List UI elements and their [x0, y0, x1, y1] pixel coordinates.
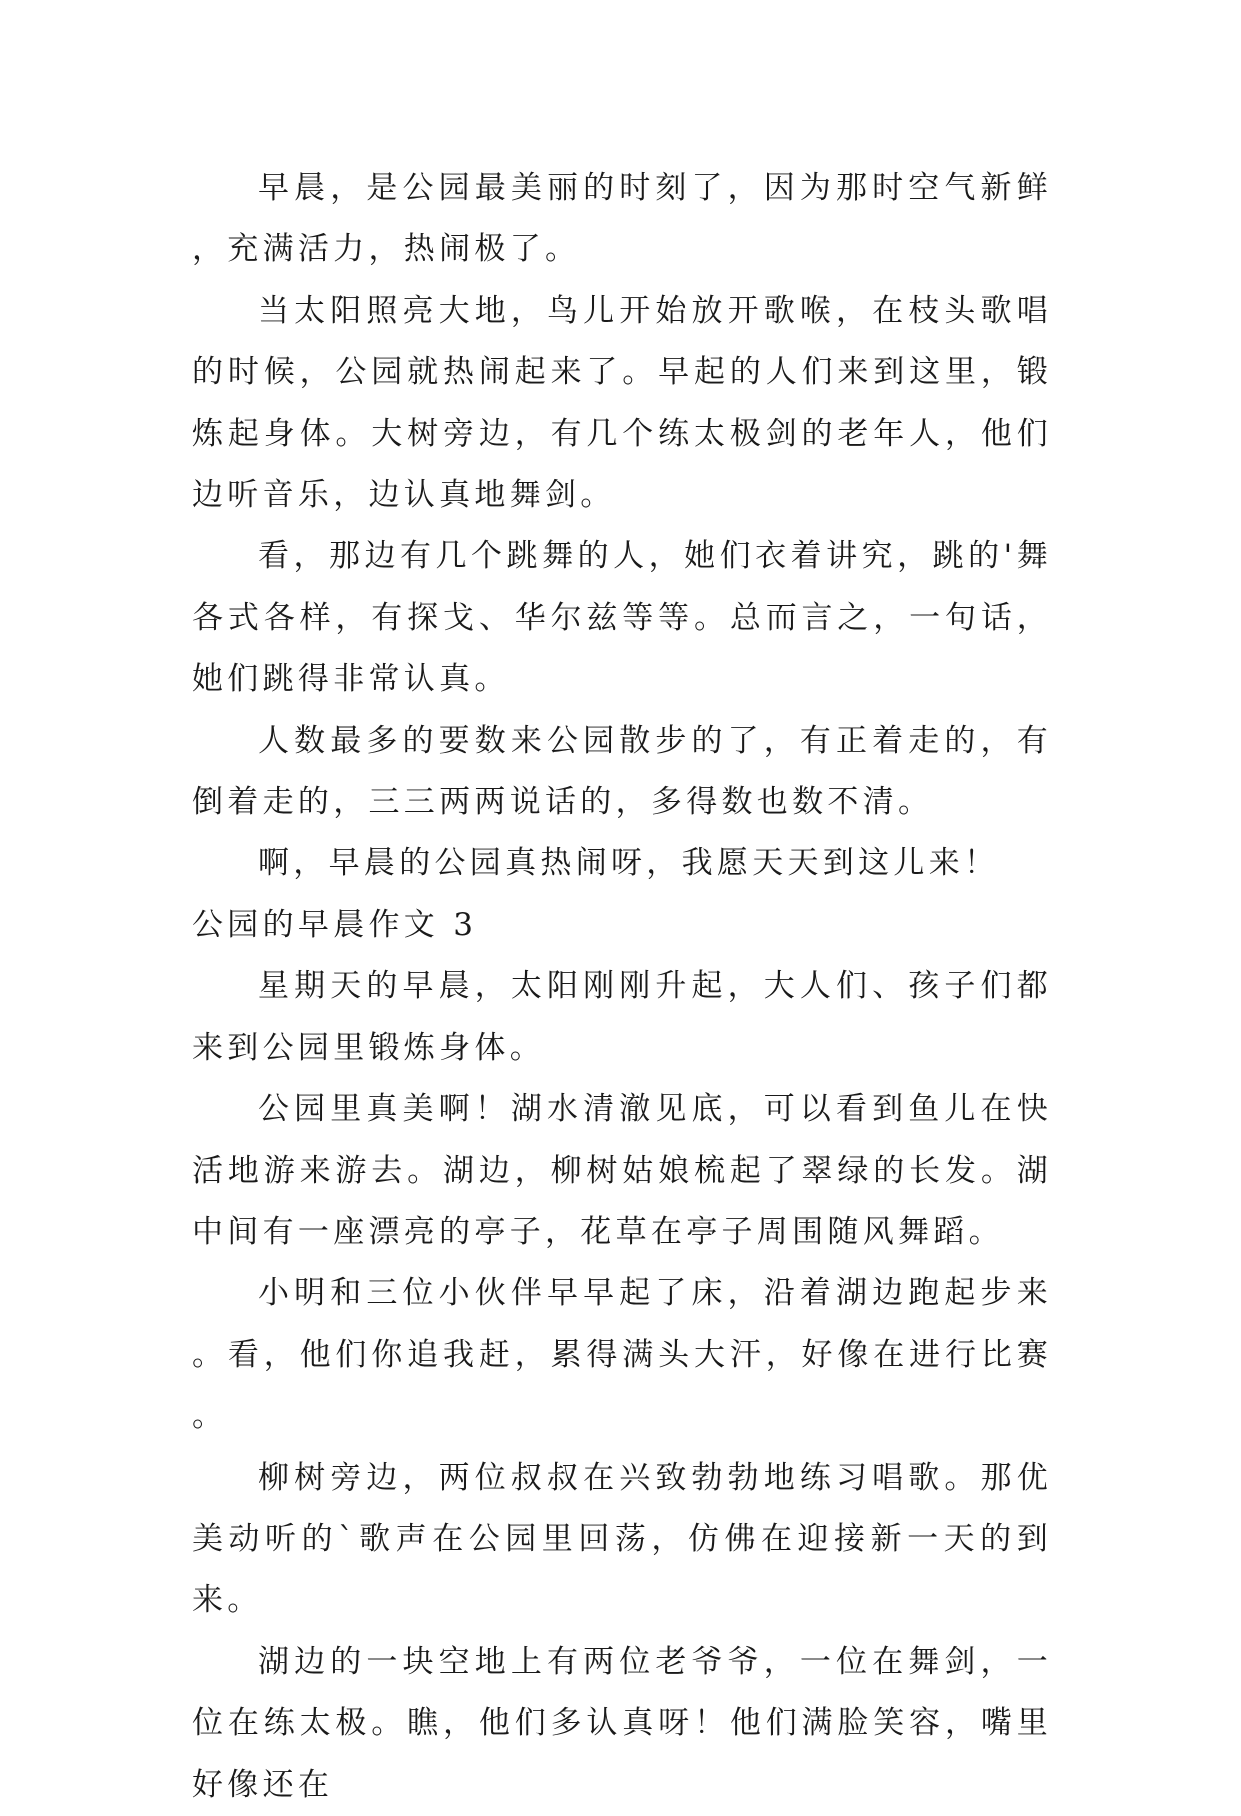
section-heading: 公园的早晨作文 3: [192, 906, 478, 943]
paragraph-early-morning-park: 早晨，是公园最美丽的时刻了，因为那时空气新鲜，充满活力，热闹极了。: [192, 170, 1052, 268]
paragraph-sunday-morning: 星期天的早晨，太阳刚刚升起，大人们、孩子们都来到公园里锻炼身体。: [192, 968, 1052, 1066]
paragraph-closing: 啊，早晨的公园真热闹呀，我愿天天到这儿来！: [258, 845, 1000, 882]
paragraph-dancers: 看，那边有几个跳舞的人，她们衣着讲究，跳的'舞各式各样，有探戈、华尔兹等等。总而言之，一句话，她们跳得非常认真。: [192, 538, 1052, 698]
paragraph-walkers: 人数最多的要数来公园散步的了，有正着走的，有倒着走的，三三两两说话的，多得数也数不清。: [192, 722, 1052, 821]
paragraph-lake-scenery: 公园里真美啊！湖水清澈见底，可以看到鱼儿在快活地游来游去。湖边，柳树姑娘梳起了翠绿的长发。湖中间有一座漂亮的亭子，花草在亭子周围随风舞蹈。: [192, 1091, 1052, 1250]
paragraph-sunrise-exercise: 当太阳照亮大地，鸟儿开始放开歌喉，在枝头歌唱的时候，公园就热闹起来了。早起的人们来到这里，锻炼起身体。大树旁边，有几个练太极剑的老年人，他们边听音乐，边认真地舞剑。: [192, 292, 1052, 514]
document-body: [192, 158, 1052, 1816]
paragraph-running-kids: 小明和三位小伙伴早早起了床，沿着湖边跑起步来。看，他们你追我赶，累得满头大汗，好像在进行比赛。: [192, 1275, 1052, 1435]
paragraph-singing-uncles: 柳树旁边，两位叔叔在兴致勃勃地练习唱歌。那优美动听的`歌声在公园里回荡，仿佛在迎接新一天的到来。: [192, 1459, 1052, 1619]
paragraph-grandpas-exercise: 湖边的一块空地上有两位老爷爷，一位在舞剑，一位在练太极。瞧，他们多认真呀！他们满脸笑容，嘴里好像还在: [192, 1643, 1052, 1803]
